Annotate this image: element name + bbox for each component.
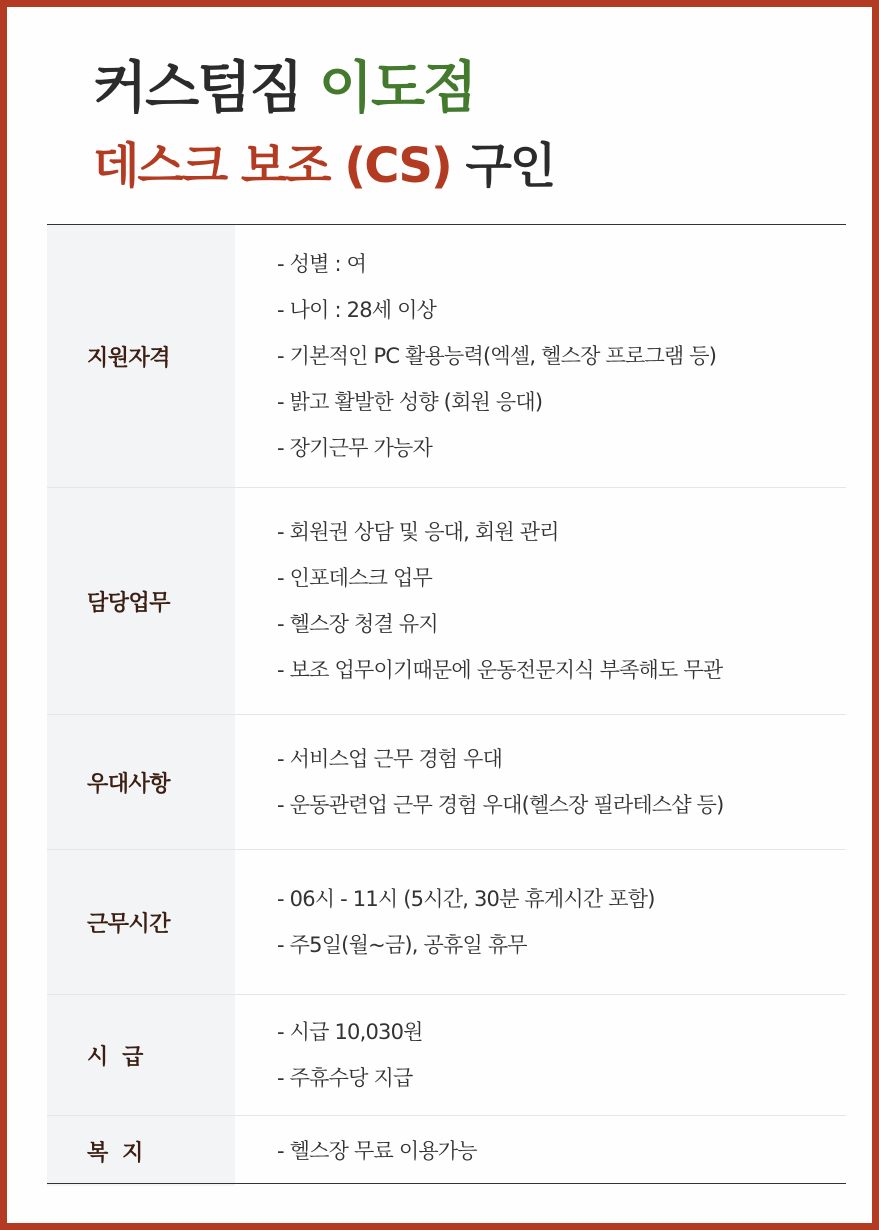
section-items (235, 850, 846, 994)
list-item: - 서비스업 근무 경험 우대 (277, 747, 503, 771)
title-gym-name: 커스텀짐 (93, 56, 319, 121)
table-bottom-rule (47, 1183, 846, 1184)
list-item: - 인포데스크 업무 (277, 566, 432, 590)
list-item: - 헬스장 무료 이용가능 (277, 1139, 477, 1163)
section-working-hours (47, 850, 846, 995)
list-item: - 헬스장 청결 유지 (277, 612, 438, 636)
list-item: - 06시 - 11시 (5시간, 30분 휴게시간 포함) (277, 887, 655, 911)
poster-subtitle (93, 131, 554, 201)
list-item: - 회원권 상담 및 응대, 회원 관리 (277, 520, 559, 544)
section-items (235, 1116, 846, 1186)
list-item: - 밝고 활발한 성향 (회원 응대) (277, 390, 543, 414)
section-items (235, 995, 846, 1115)
list-item: - 성별 : 여 (277, 252, 367, 276)
list-item: - 장기근무 가능자 (277, 436, 432, 460)
section-label: 복 지 (47, 1116, 235, 1186)
job-details-table (47, 225, 846, 1186)
section-benefits (47, 1116, 846, 1186)
section-hourly-wage (47, 995, 846, 1116)
section-label: 우대사항 (47, 715, 235, 849)
section-label: 담당업무 (47, 488, 235, 714)
poster-title (93, 53, 475, 125)
list-item: - 보조 업무이기때문에 운동전문지식 부족해도 무관 (277, 658, 723, 682)
section-label: 시 급 (47, 995, 235, 1115)
title-branch-name: 이도점 (318, 56, 476, 121)
list-item: - 운동관련업 근무 경험 우대(헬스장 필라테스샵 등) (277, 793, 724, 817)
section-items (235, 488, 846, 714)
section-preferences (47, 715, 846, 850)
section-qualifications (47, 225, 846, 488)
section-label: 근무시간 (47, 850, 235, 994)
section-duties (47, 488, 846, 715)
list-item: - 시급 10,030원 (277, 1020, 423, 1044)
subtitle-hiring: 구인 (465, 138, 555, 194)
list-item: - 나이 : 28세 이상 (277, 298, 437, 322)
section-items (235, 225, 846, 487)
list-item: - 주5일(월~금), 공휴일 휴무 (277, 933, 527, 957)
list-item: - 주휴수당 지급 (277, 1066, 413, 1090)
section-label: 지원자격 (47, 225, 235, 487)
section-items (235, 715, 846, 849)
subtitle-position: 데스크 보조 (CS) (93, 138, 466, 194)
list-item: - 기본적인 PC 활용능력(엑셀, 헬스장 프로그램 등) (277, 344, 717, 368)
